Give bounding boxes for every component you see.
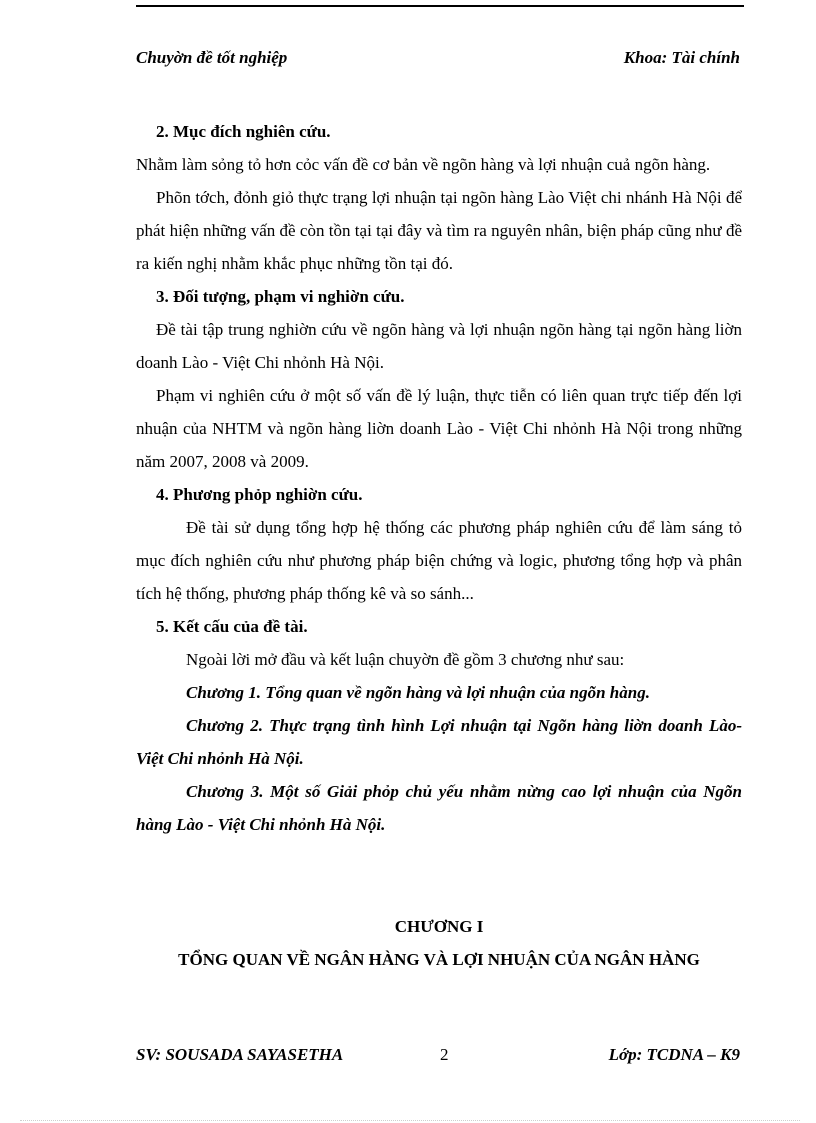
chapter-1-summary: Chương 1. Tổng quan về ngõn hàng và lợi nhuận của ngõn hàng. xyxy=(186,683,650,702)
chapter-heading xyxy=(136,910,742,976)
section-3-heading: 3. Đối tượng, phạm vi nghiờn cứu. xyxy=(156,287,405,306)
chapter-label: CHƯƠNG I xyxy=(394,917,484,936)
section-4-paragraph-1: Đề tài sử dụng tổng hợp hệ thống các phương pháp nghiên cứu để làm sáng tỏ mục đích nghiên cứu như phương pháp biện chứng và logic, phương tổng hợp và phân tích hệ thống, phương pháp thống kê và so sánh... xyxy=(136,518,742,603)
section-5-paragraph-1: Ngoài lời mở đầu và kết luận chuyờn đề gồm 3 chương như sau: xyxy=(186,650,625,669)
footer-student: SV: SOUSADA SAYASETHA xyxy=(136,1045,344,1064)
footer-class: Lớp: TCDNA – K9 xyxy=(608,1045,740,1064)
section-3-paragraph-1: Đề tài tập trung nghiờn cứu về ngõn hàng và lợi nhuận ngõn hàng tại ngõn hàng liờn doanh Lào - Việt Chi nhỏnh Hà Nội. xyxy=(136,320,742,372)
section-2-heading: 2. Mục đích nghiên cứu. xyxy=(156,122,331,141)
header-right: Khoa: Tài chính xyxy=(623,48,740,67)
chapter-title: TỔNG QUAN VỀ NGÂN HÀNG VÀ LỢI NHUẬN CỦA NGÂN HÀNG xyxy=(178,950,700,969)
section-3-paragraph-2: Phạm vi nghiên cứu ở một số vấn đề lý luận, thực tiễn có liên quan trực tiếp đến lợi nhuận của NHTM và ngõn hàng liờn doanh Lào - Việt Chi nhỏnh Hà Nội trong những năm 2007, 2008 và 2009. xyxy=(136,386,742,471)
section-4-heading: 4. Phương phỏp nghiờn cứu. xyxy=(156,485,363,504)
chapter-2-summary: Chương 2. Thực trạng tình hình Lợi nhuận tại Ngõn hàng liờn doanh Lào- Việt Chi nhỏnh Hà Nội. xyxy=(136,716,742,768)
top-rule xyxy=(136,5,744,7)
section-5-heading: 5. Kết cấu của đề tài. xyxy=(156,617,308,636)
header-left: Chuyờn đề tốt nghiệp xyxy=(136,48,288,67)
section-2-paragraph-1: Nhằm làm sỏng tỏ hơn cỏc vấn đề cơ bản về ngõn hàng và lợi nhuận cuả ngõn hàng. xyxy=(136,155,711,174)
bottom-rule xyxy=(20,1120,800,1121)
page-header xyxy=(136,48,740,68)
document-body xyxy=(136,115,742,841)
page-number: 2 xyxy=(440,1045,449,1064)
chapter-3-summary: Chương 3. Một số Giải phỏp chủ yếu nhằm nừng cao lợi nhuận của Ngõn hàng Lào - Việt Chi nhỏnh Hà Nội. xyxy=(136,782,742,834)
section-2-paragraph-2: Phõn tớch, đỏnh giỏ thực trạng lợi nhuận tại ngõn hàng Lào Việt chi nhánh Hà Nội để phát hiện những vấn đề còn tồn tại tại đây và tìm ra nguyên nhân, biện pháp cũng như đề ra kiến nghị nhằm khắc phục những tồn tại đó. xyxy=(136,188,742,273)
